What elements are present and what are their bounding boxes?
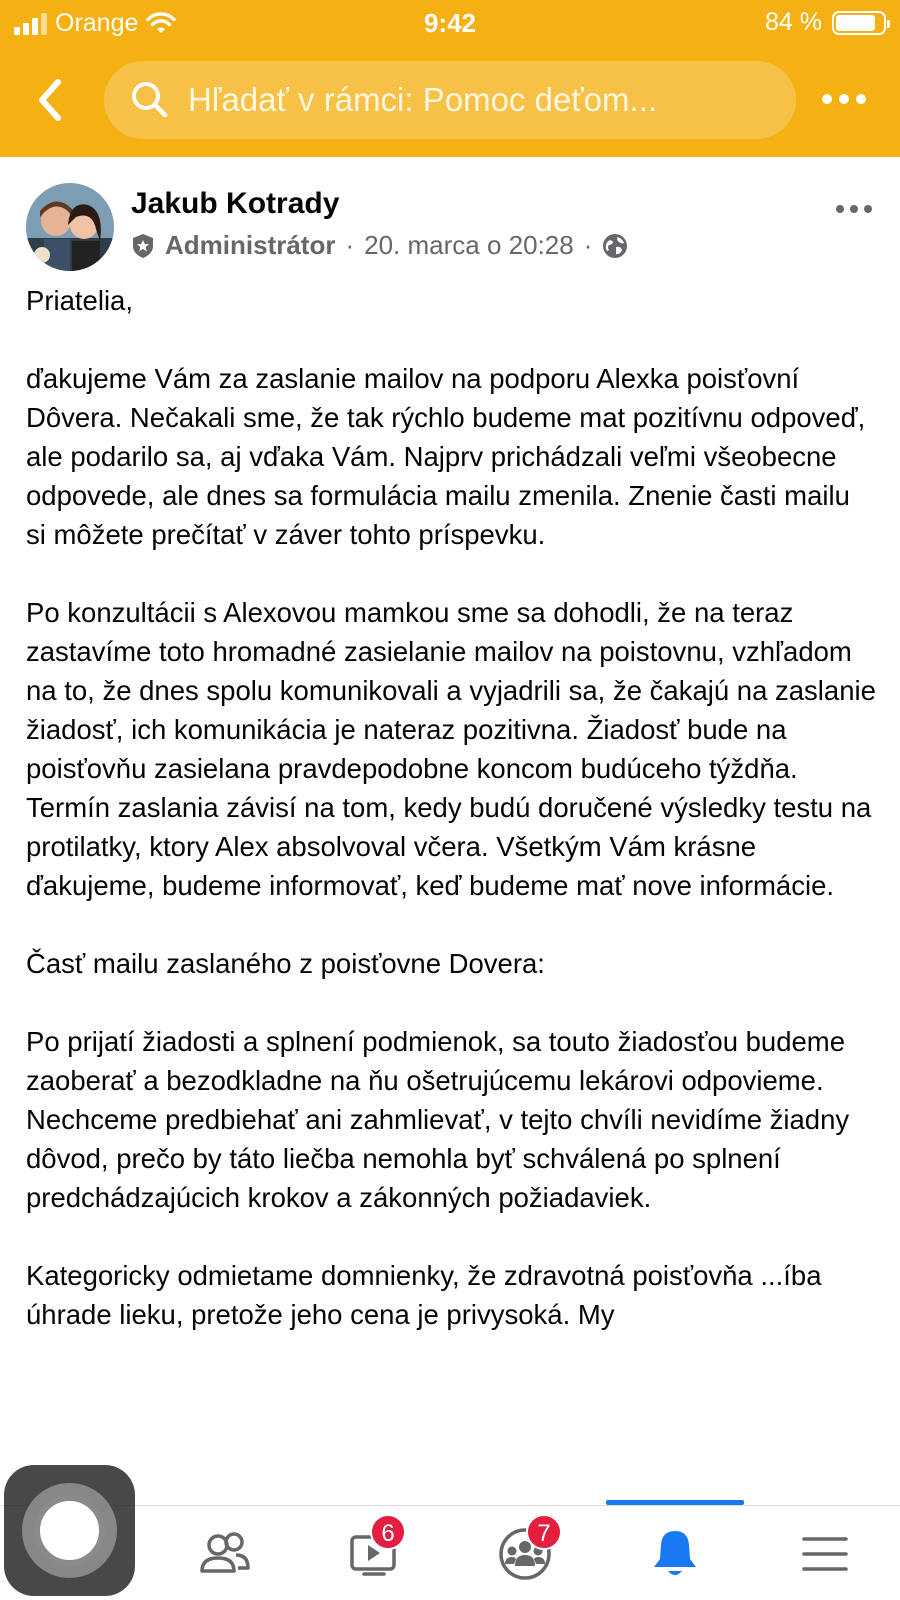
admin-badge-icon	[131, 233, 155, 259]
carrier-label: Orange	[55, 9, 139, 37]
avatar[interactable]	[26, 183, 114, 271]
back-button[interactable]	[28, 72, 72, 128]
assistive-touch-core	[34, 1495, 105, 1566]
status-right	[765, 8, 886, 37]
status-bar	[0, 0, 900, 46]
post-paragraph: ďakujeme Vám za zaslanie mailov na podporu Alexka poisťovní Dôvera. Nečakali sme, že tak rýchlo budeme mat pozitívnu odpoveď, ale podarilo sa, aj vďaka Vám. Najprv prichádzali veľmi všeobecne odpovede, ale dnes sa formulácia mailu zmenila. Znenie časti mailu si môžete prečítať v záver tohto príspevku.	[26, 363, 866, 550]
tab-friends[interactable]	[150, 1506, 300, 1600]
globe-icon	[602, 233, 628, 259]
search-input[interactable]	[104, 61, 796, 139]
battery-percent: 84 %	[765, 8, 822, 36]
friends-icon	[196, 1525, 254, 1583]
post-paragraph: Po prijatí žiadosti a splnení podmienok, sa touto žiadosťou budeme zaoberať a bezodkladne na ňu ošetrujúcemu lekárovi odpovieme. Nechceme predbiehať ani zahmlievať, v tejto chvíli nevidíme žiadny dôvod, prečo by táto liečba nemohla byť schválená po splnení predchádzajúcich krokov a zákonných požiadaviek.	[26, 1026, 850, 1213]
meta-separator: ·	[345, 230, 355, 260]
menu-icon	[796, 1525, 854, 1583]
post-date[interactable]: 20. marca o 20:28	[364, 230, 574, 260]
post-options-button[interactable]	[836, 205, 872, 213]
tab-notifications[interactable]	[600, 1506, 750, 1600]
assistive-touch-button[interactable]	[4, 1465, 135, 1596]
bell-icon	[646, 1525, 704, 1583]
post-paragraph: Kategoricky odmietame domnienky, že zdravotná poisťovňa ...íba úhrade lieku, pretože jeho cena je privysoká. My	[26, 1260, 822, 1330]
battery-icon	[832, 11, 886, 35]
post-body	[26, 281, 876, 1373]
chevron-left-icon	[28, 72, 72, 128]
author-role: Administrátor	[165, 230, 336, 260]
tab-watch[interactable]	[300, 1506, 450, 1600]
meta-separator-2: ·	[583, 230, 593, 260]
groups-badge: 7	[526, 1514, 562, 1550]
active-tab-indicator	[606, 1500, 744, 1505]
more-icon	[836, 205, 844, 213]
search-placeholder: Hľadať v rámci: Pomoc deťom...	[188, 81, 658, 118]
post-paragraph: Priatelia,	[26, 285, 133, 316]
tab-groups[interactable]	[450, 1506, 600, 1600]
avatar-photo	[26, 183, 114, 271]
bottom-tab-bar	[0, 1505, 900, 1600]
author-name[interactable]: Jakub Kotrady	[131, 187, 340, 220]
status-time: 9:42	[423, 8, 477, 38]
tab-menu[interactable]	[750, 1506, 900, 1600]
more-icon	[822, 94, 832, 104]
watch-badge: 6	[370, 1514, 406, 1550]
group-post	[0, 157, 900, 1505]
post-paragraph: Po konzultácii s Alexovou mamkou sme sa dohodli, že na teraz zastavíme toto hromadné zasielanie mailov na poistovnu, vzhľadom na to, že dnes spolu komunikovali a vyjadrili sa, že čakajú na zaslanie žiadosť, ich komunikácia je nateraz pozitivna. Žiadosť bude na poisťovňu zasielana pravdepodobne koncom budúceho týždňa. Termín zaslania závisí na tom, kedy budú doručené výsledky testu na protilatky, ktory Alex absolvoval včera. Všetkým Vám krásne ďakujeme, budeme informovať, keď budeme mať nove informácie.	[26, 597, 876, 901]
post-meta	[131, 230, 628, 261]
app-header	[0, 0, 900, 157]
search-icon	[128, 78, 172, 122]
post-paragraph: Časť mailu zaslaného z poisťovne Dovera:	[26, 948, 545, 979]
more-options-button[interactable]	[822, 84, 870, 114]
